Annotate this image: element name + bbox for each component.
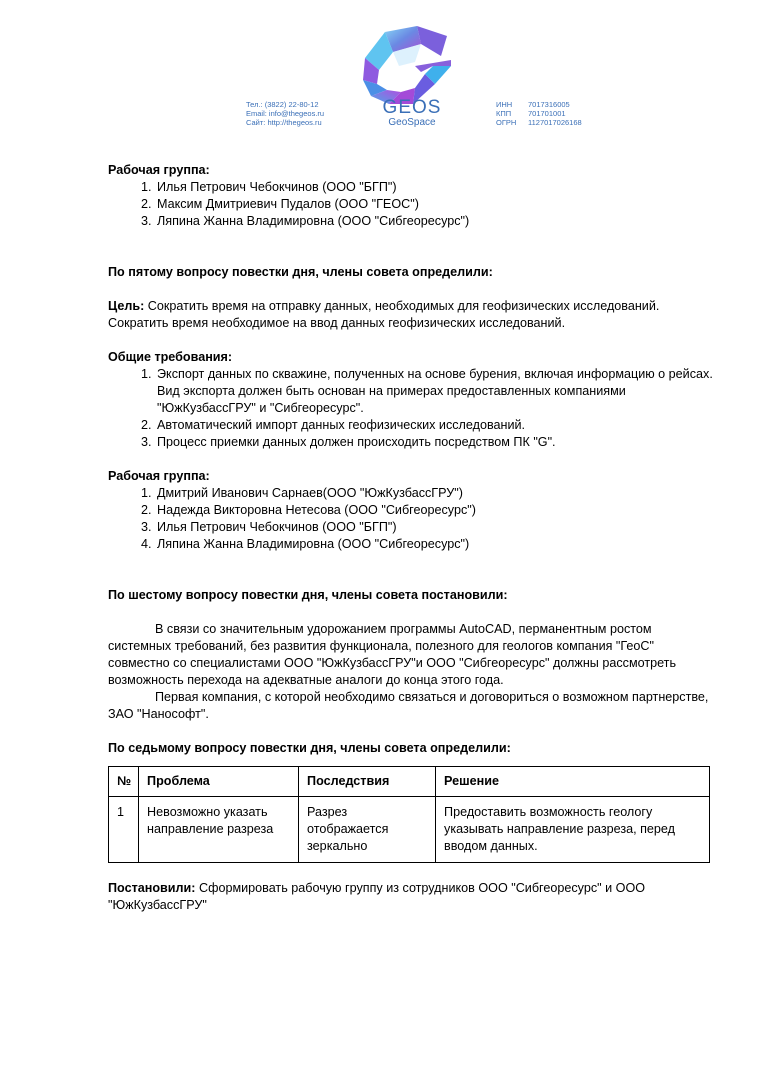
brand-subtitle: GeoSpace bbox=[388, 117, 436, 128]
issues-table bbox=[108, 766, 710, 863]
list-item: 2. Максим Дмитриевич Пудалов (ООО "ГЕОС") bbox=[155, 196, 718, 213]
column-header-consequences: Последствия bbox=[299, 767, 436, 797]
decision-label: Постановили: bbox=[108, 881, 196, 895]
brand-name: GEOS bbox=[382, 97, 442, 118]
list-item: 2. Надежда Викторовна Нетесова (ООО "Сибгеоресурс") bbox=[155, 502, 718, 519]
list-item: 1. Илья Петрович Чебокчинов (ООО "БГП") bbox=[155, 179, 718, 196]
column-header-solution: Решение bbox=[436, 767, 710, 797]
q6-paragraph-2: Первая компания, с которой необходимо связаться и договориться о возможном партнерстве, ЗАО "Нанософт". bbox=[108, 690, 709, 721]
table-row bbox=[109, 797, 710, 863]
column-header-number: № bbox=[109, 767, 139, 797]
q5-goal bbox=[108, 298, 718, 332]
column-header-problem: Проблема bbox=[139, 767, 299, 797]
brand-block bbox=[372, 99, 452, 128]
requisite-kpp: КПП 701701001 bbox=[496, 109, 566, 118]
requirements-list bbox=[108, 366, 718, 451]
contact-site: Сайт: http://thegeos.ru bbox=[246, 118, 322, 127]
company-requisites bbox=[496, 100, 582, 127]
document-body bbox=[108, 162, 718, 914]
group1-list bbox=[108, 179, 718, 230]
decision-text: Сформировать рабочую группу из сотрудников ООО "Сибгеоресурс" и ООО "ЮжКузбассГРУ" bbox=[108, 881, 646, 912]
list-item: 3. Ляпина Жанна Владимировна (ООО "Сибгеоресурс") bbox=[155, 213, 718, 230]
list-item: 1. Экспорт данных по скважине, полученных на основе бурения, включая информацию о рейсах. Вид экспорта должен быть основан на примерах предоставленных компаниями "ЮжКузбассГРУ" и "Сибгеоресурс". bbox=[155, 366, 718, 417]
table-header-row bbox=[109, 767, 710, 797]
q5-heading: По пятому вопросу повестки дня, члены совета определили: bbox=[108, 265, 493, 279]
requisite-inn: ИНН 7017316005 bbox=[496, 100, 570, 109]
cell-problem: Невозможно указать направление разреза bbox=[139, 797, 299, 863]
cell-consequences: Разрез отображается зеркально bbox=[299, 797, 436, 863]
group2-heading: Рабочая группа: bbox=[108, 469, 210, 483]
q7-decision bbox=[108, 880, 718, 914]
company-contacts bbox=[246, 100, 324, 127]
goal-text: Сократить время на отправку данных, необходимых для геофизических исследований. Сократить время необходимое на ввод данных геофизических исследований. bbox=[108, 299, 660, 330]
contact-email: Email: info@thegeos.ru bbox=[246, 109, 325, 118]
list-item: 4. Ляпина Жанна Владимировна (ООО "Сибгеоресурс") bbox=[155, 536, 718, 553]
q6-paragraph-1: В связи со значительным удорожанием программы AutoCAD, перманентным ростом системных требований, без развития функционала, полезного для геологов компания "ГеоС" совместно со специалистами ООО "ЮжКузбассГРУ"и ООО "Сибгеоресурс" должны рассмотреть возможность перехода на адекватные аналоги до конца этого года. bbox=[108, 622, 677, 687]
q7-heading: По седьмому вопросу повестки дня, члены совета определили: bbox=[108, 741, 511, 755]
contact-phone: Тел.: (3822) 22-80-12 bbox=[246, 100, 319, 109]
list-item: 1. Дмитрий Иванович Сарнаев(ООО "ЮжКузбассГРУ") bbox=[155, 485, 718, 502]
group1-heading: Рабочая группа: bbox=[108, 163, 210, 177]
requisite-ogrn: ОГРН 1127017026168 bbox=[496, 118, 582, 127]
group2-list bbox=[108, 485, 718, 553]
list-item: 2. Автоматический импорт данных геофизических исследований. bbox=[155, 417, 718, 434]
cell-solution: Предоставить возможность геологу указывать направление разреза, перед вводом данных. bbox=[436, 797, 710, 863]
list-item: 3. Процесс приемки данных должен происходить посредством ПК "G". bbox=[155, 434, 718, 451]
list-item: 3. Илья Петрович Чебокчинов (ООО "БГП") bbox=[155, 519, 718, 536]
goal-label: Цель: bbox=[108, 299, 145, 313]
cell-number: 1 bbox=[109, 797, 139, 863]
q6-heading: По шестому вопросу повестки дня, члены совета постановили: bbox=[108, 588, 508, 602]
requirements-heading: Общие требования: bbox=[108, 350, 233, 364]
